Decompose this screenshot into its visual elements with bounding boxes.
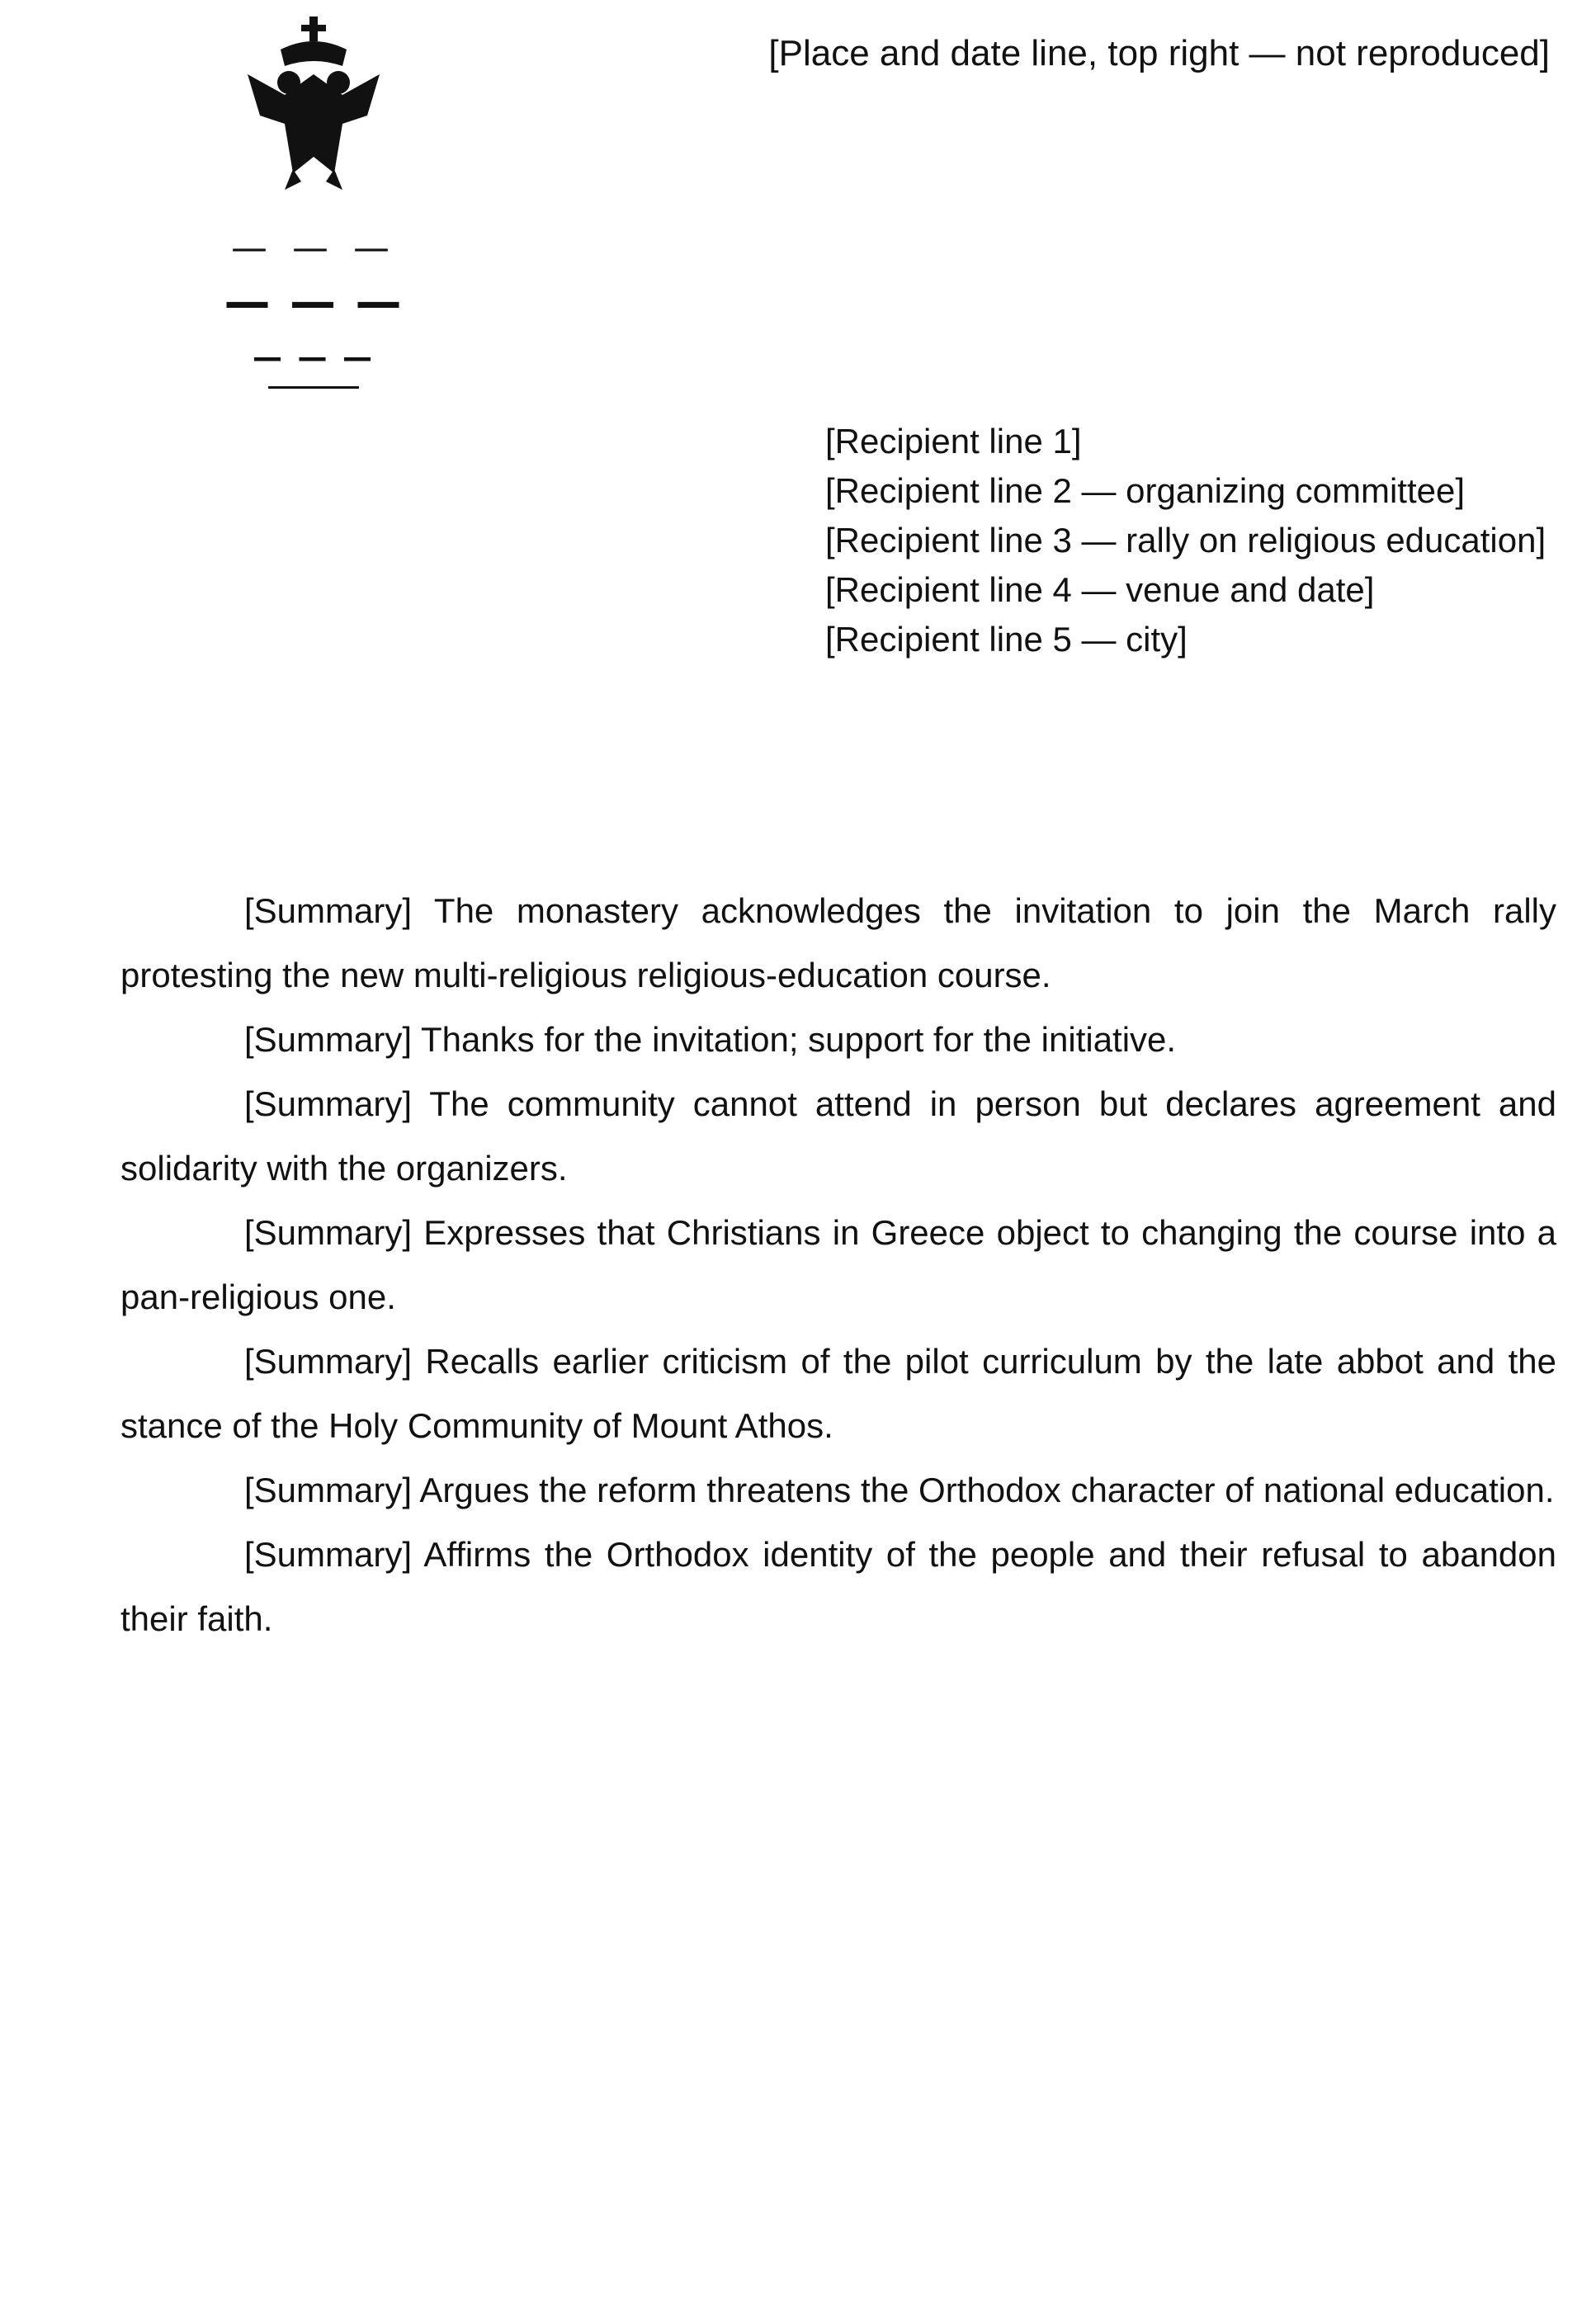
double-headed-eagle-icon: [243, 17, 384, 190]
letterhead: [116, 17, 512, 389]
recipient-line: [Recipient line 1]: [825, 422, 1082, 460]
recipient-line: [Recipient line 5 — city]: [825, 620, 1188, 659]
letterhead-line: — — —: [224, 276, 404, 329]
body-paragraph: [Summary] Recalls earlier criticism of the pilot curriculum by the late abbot and the stance of the Holy Community of Mount Athos.: [120, 1342, 1556, 1445]
letterhead-line: — — —: [231, 227, 396, 269]
recipient-line: [Recipient line 3 — rally on religious education]: [825, 521, 1546, 560]
recipient-block: [825, 417, 1546, 664]
recipient-line: [Recipient line 4 — venue and date]: [825, 570, 1375, 609]
date-line: [Place and date line, top right — not reproduced]: [768, 33, 1550, 73]
body-paragraph: [Summary] Thanks for the invitation; support for the initiative.: [244, 1020, 1177, 1059]
recipient-line: [Recipient line 2 — organizing committee]: [825, 471, 1466, 510]
body-paragraph: [Summary] The community cannot attend in person but declares agreement and solidarity with the organizers.: [120, 1084, 1556, 1188]
body-paragraph: [Summary] The monastery acknowledges the invitation to join the March rally protesting the new multi-religious religious-education course.: [120, 891, 1556, 994]
letterhead-line: — — —: [252, 341, 375, 375]
body-paragraph: [Summary] Affirms the Orthodox identity of the people and their refusal to abandon their faith.: [120, 1535, 1556, 1638]
body-paragraph: [Summary] Argues the reform threatens the Orthodox character of national education.: [244, 1471, 1555, 1509]
letterhead-rule: [268, 386, 359, 389]
body-paragraph: [Summary] Expresses that Christians in Greece object to changing the course into a pan-religious one.: [120, 1213, 1556, 1316]
letter-body: [120, 879, 1556, 1651]
